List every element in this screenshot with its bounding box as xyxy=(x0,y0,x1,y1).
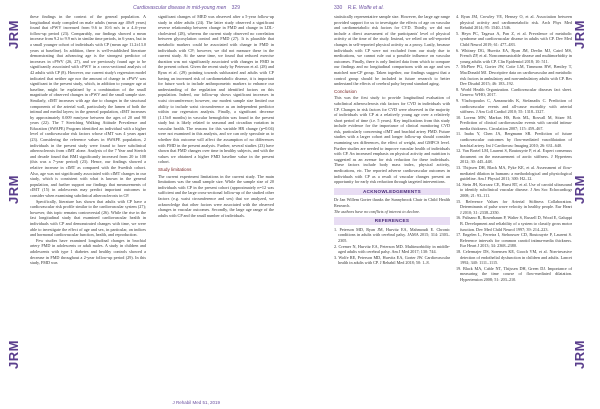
reference-item: 8. World Health Organization. Cardiovascular diseases fact sheet. Geneva: WHO; 2017. xyxy=(456,86,572,98)
reference-item: 15. Reference Values for Arterial Stiffness Collaboration. Determinants of pulse wave velocity in healthy people. Eur Heart J 2010; 31: 2338–2350. xyxy=(456,198,572,215)
body-paragraph: these findings in the context of the general population. A longitudinal study compiled on male adults (mean age 40±9 years) found that cPWV increased from 9.6 to 10.6 m/s in a 4–6-year follow-up period (23). Comparably, our findings showed a mean increase from 9.2 to 9.9 m/s in similar time periods, in 6 years, but in a small younger cohort of individuals with CP (mean age 11.2±13.0 years at baseline). In addition, there is well-established literature demonstrating that advancing age is the strongest predictor of increases in cPWV (26, 27), and we previously found age to be significantly associated with cPWV in a cross-sectional analysis of 42 adults with CP (8). However, our current study's regression model indicated that neither age nor the amount of change in cPWV was significant in the present study, which, in addition to younger age at baseline, might be explained by a combination of the small magnitude of observed changes in cPWV and the small sample size. Similarly, cIMT increases with age due to changes in the structural components of the arterial wall, particularly the lumen of both the intimal and medial layers; in the general population, cIMT increases by approximately 0.009 mm/year between the ages of 20 and 90 years (22). The 7 Stretching Walking Attitude Prevalence and Education (SWAPE) Program identified an individual with a higher level of cardiovascular risk factors whose cIMT was 4 years apart (23). Considering the reference values in SWAPE population, 2 individuals in the present study were found to have subclinical atherosclerosis from cIMT alone. Analysis of the 7 Year and Stretch and decade found that BMI significantly increased from 20 to 108 (this was a 7-year period) (23). Hence, our findings showed a relative increase in cIMT as compared with the Swedish cohort. Also, age was not significantly associated with cIMT changes in our study, which is consistent with what is known in the general population, and further support our findings that measurements of cIMT (15) in adolescents may predict important outcomes to consider when examining subclinical atherosclerosis in CP. xyxy=(30,14,146,198)
reference-item: 7. McPhee PG, Gorter JW, Cotie LM, Timmons BW, Bentley T, MacDonald MJ. Descriptive data on cardiovascular and metabolic risk factors in ambulatory and non-ambulatory adults with CP. Res Dev Disabil 2015; 46: 183–192. xyxy=(456,64,572,87)
body-paragraph: The current experiment limitations in the current study. The main limitations was the small sample size. While the sample size of 20 individuals with CP in the present cohort (approximately n=12 was sufficient and the large cross-sectional follow-up of the studied other factors (e.g. waist circumference and sex) that we analyzed, we acknowledge that other factors were associated with the observed changes in vascular outcomes. Secondly, the large age range of the adults with CP and the small number of individuals. xyxy=(158,173,274,218)
section-heading: Study limitations xyxy=(158,167,192,173)
reference-item: 5. Heyn PC, Tagawa A, Pan Z, et al. Prevalence of metabolic syndrome and cardiovascular disease in adults with CP. Dev Med Child Neurol 2019; 61: 477–483. xyxy=(456,30,572,47)
reference-item: 10. Lorenz MW, Markus HS, Bots ML, Rosvall M, Sitzer M. Prediction of clinical cardiovascular events with carotid intima-media thickness. Circulation 2007; 115: 459–467. xyxy=(456,114,572,131)
body-paragraph: Few studies have examined longitudinal changes in brachial artery FMD in adolescents or adult males. A study in children and adolescents with type 1 diabetes and healthy controls showed a decrease in FMD throughout a 2-year follow-up period (29). In this study, FMD was xyxy=(30,237,146,266)
left-page-column-1 xyxy=(30,14,146,266)
conflict-of-interest-text: The authors have no conflicts of interest to declare. xyxy=(334,208,421,214)
reference-item: 18. Celermajer DS, Sorensen KE, Gooch VM, et al. Non-invasive detection of endothelial dysfunction in children and adults. Lancet 1992; 340: 1111–1115. xyxy=(456,248,572,266)
section-heading: Conclusion xyxy=(334,88,357,94)
running-header-title: R.E. Wolfe et al. xyxy=(347,5,384,11)
right-page-column-1 xyxy=(334,14,450,266)
reference-item: 1. Peterson MD, Ryan JM, Hurvitz EA, Mahmoudi E. Chronic conditions in adults with cerebral palsy. JAMA 2015; 314: 2303–2305. xyxy=(334,226,450,243)
reference-item: 19. Black MA, Cable NT, Thijssen DH, Green DJ. Importance of measuring the time course of flow-mediated dilatation. Hypertension 2008; 51: 203–210. xyxy=(456,265,572,282)
journal-side-label-top: JRM xyxy=(572,20,587,49)
running-header xyxy=(133,5,240,11)
body-paragraph: statistically representative sample size. However, the large age range provided support for us to investigate the effects of age on vascular and cardiometabolic risk factors for CVD. Thirdly, we did not include a direct assessment of the participants' level of physical activity at the time of the study. Instead, we relied on self-reported changes in self-reported physical activity as a proxy. Lastly, because individuals with CP were not excluded from our study due to medications, we cannot rule out a possible influence on vascular outcomes. Finally, there is only limited data from which to compare our findings and no longitudinal comparisons with an age and sex matched non-CP group. Taken together, our findings suggest that a control group should be included in future research to better understand the effects of cerebral palsy beyond standard aging. xyxy=(334,14,450,87)
acknowledgements-text: Dr Jan Willem Gorter thanks the Sunnybrook Chair in Child Health Research. xyxy=(334,197,450,208)
journal-side-label-middle: JRM xyxy=(6,175,21,204)
reference-item: 2. Cremer N, Hurvitz EA, Peterson MD. Multimorbidity in middle-aged adults with cerebral palsy. Am J Med 2017; 130: 744. xyxy=(334,243,450,255)
reference-list-1 xyxy=(334,227,450,266)
page-number: 329 xyxy=(231,5,240,11)
running-header-title: Cardiovascular disease in mid-young men xyxy=(133,5,227,11)
journal-side-label-bottom: JRM xyxy=(6,340,21,369)
journal-side-label-bottom: JRM xyxy=(572,340,587,369)
body-paragraph: Specifically, literature has shown that adults with CP have a cardiovascular risk profile similar to the cardiovascular system (27); however, this topic remains controversial (26). While the rise in the fast longitudinal study that examined cardiovascular health in individuals with CP and demonstrated changes with time, we were able to investigate the effect of age and sex, in particular, on indices and hormonal cardiovascular function, health, and reproduction. xyxy=(30,198,146,238)
page-number: 330 xyxy=(334,5,343,11)
reference-item: 3. Wolfe RE, Peterson MD, Hurvitz EA, Gorter JW. Cardiovascular health in adults with CP. J Rehabil Med 2018; 50: 1–8. xyxy=(334,254,450,266)
reference-item: 4. Ryan JM, Crowley VE, Hensey O, et al. Association between physical activity and cardiometabolic risk. Arch Phys Med Rehabil 2014; 95: 1540–1546. xyxy=(456,14,572,31)
body-paragraph: This was the first study to provide longitudinal evaluation of subclinical atherosclerosis risk factors for CVD in individuals with CP. Changes in risk factors for CVD were observed in the majority of individuals with CP at a relatively young age over a relatively short period of time (i.e. 5 years). Key implications from this study include evidence for the importance of clinical monitoring CVD risk, particularly concerning cIMT and brachial artery FMD. Future studies with a larger cohort and longer follow-up should consider examining sex differences, the effect of weight, and GMFCS level. Further studies are needed to improve vascular health of individuals with CP. An increased emphasis on physical activity and nutrition is suggested as an avenue for risk reduction for these individuals. These factors include body mass index, physical activity, medications, etc. The reported adverse cardiovascular outcomes in individuals with CP as a result of vascular changes present an opportunity for early risk reduction through targeted interventions. xyxy=(334,95,450,185)
reference-item: 9. Vlachopoulos C, Aznaouridis K, Stefanadis C. Prediction of cardiovascular events and all-cause mortality with arterial stiffness. J Am Coll Cardiol 2010; 55: 1318–1327. xyxy=(456,97,572,115)
reference-item: 14. Stein JH, Korcarz CE, Hurst RT, et al. Use of carotid ultrasound to identify subclinical vascular disease. J Am Soc Echocardiogr 2008; 21: 93–111. xyxy=(456,181,572,198)
right-page xyxy=(300,0,600,409)
right-page-column-2 xyxy=(456,14,572,283)
journal-side-label-top: JRM xyxy=(6,20,21,49)
reference-item: 17. Engelen L, Ferreira I, Stehouwer CD, Boutouyrie P, Laurent S. Reference intervals for common carotid intima-media thickness. Eur Heart J 2013; 34: 2368–2380. xyxy=(456,232,572,249)
acknowledgements-heading: ACKNOWLEDGEMENTS xyxy=(334,188,450,196)
reference-item: 6. Whitney DG, Hurvitz EA, Ryan JM, Devlin MJ, Caird MS, French ZP, et al. Noncommunicable disease and multimorbidity in young adults with CP. Clin Epidemiol 2018; 10: 511. xyxy=(456,47,572,64)
reference-item: 12. Van Bortel LM, Laurent S, Boutouyrie P, et al. Expert consensus document on the measurement of aortic stiffness. J Hypertens 2012; 30: 445–448. xyxy=(456,148,572,165)
reference-item: 16. Palisano R, Rosenbaum P, Walter S, Russell D, Wood E, Galuppi B. Development and reliability of a system to classify gross motor function. Dev Med Child Neurol 1997; 39: 214–223. xyxy=(456,215,572,232)
references-heading: REFERENCES xyxy=(334,217,450,225)
reference-item: 11. Inaba Y, Chen JA, Bergmann SR. Prediction of future cardiovascular outcomes by flow-mediated vasodilatation of brachial artery. Int J Cardiovasc Imaging 2010; 26: 631–640. xyxy=(456,131,572,148)
page-footer: J Rehabil Med 51, 2019 xyxy=(172,400,220,405)
left-page-column-2 xyxy=(158,14,274,218)
body-paragraph: significant changes of MED was observed after a 5-year follow-up study in older adults (24). The latter study observed a significant reverse relationship between change in FMD and change in LDL-cholesterol (28), whereas the current study observed no correlation between glycosylation control and FMD (27). It is plausible that metabolic markers could be associated with change in FMD in individuals with CP; however, we did not measure these in the current study. At the same time, we found that reduced exercise duration was not significantly associated with changes in FMD in the present cohort. Given the recent study by Peterson et al. (28) and Ryan et al. (29) pointing towards subluxated and adults with CP having an increased risk of cardiometabolic disease, it is important for future work to include anthropometric markers to enhance our understanding of the regulation and identified factors on this population. Indeed, our follow-up shows significant increases in waist circumference; however, our modest sample size limited our ability to include waist circumference as an independent predictor within our regression analysis. Finally, a significant decrease (1.15±0 months) in vascular hemoglobin was found in the present study but is likely related to seasonal and circadian variation in vascular health. The reasons for this variable HR change (p=0.04) were not examined in this analysis, and we can only speculate as to whether this outcome will affect the assumption of no differences with FMD in the present analysis. Further, several studies (23) have shown that FMD changes over time in healthy subjects, and with the values we obtained a higher FMD baseline value in the present cohort. xyxy=(158,14,274,165)
reference-item: 13. Thijssen DH, Black MA, Pyke KE, et al. Assessment of flow-mediated dilation in humans: a methodological and physiological guideline. Am J Physiol 2011; 300: H2–12. xyxy=(456,165,572,182)
journal-side-label-middle: JRM xyxy=(572,175,587,204)
running-header xyxy=(334,5,384,11)
